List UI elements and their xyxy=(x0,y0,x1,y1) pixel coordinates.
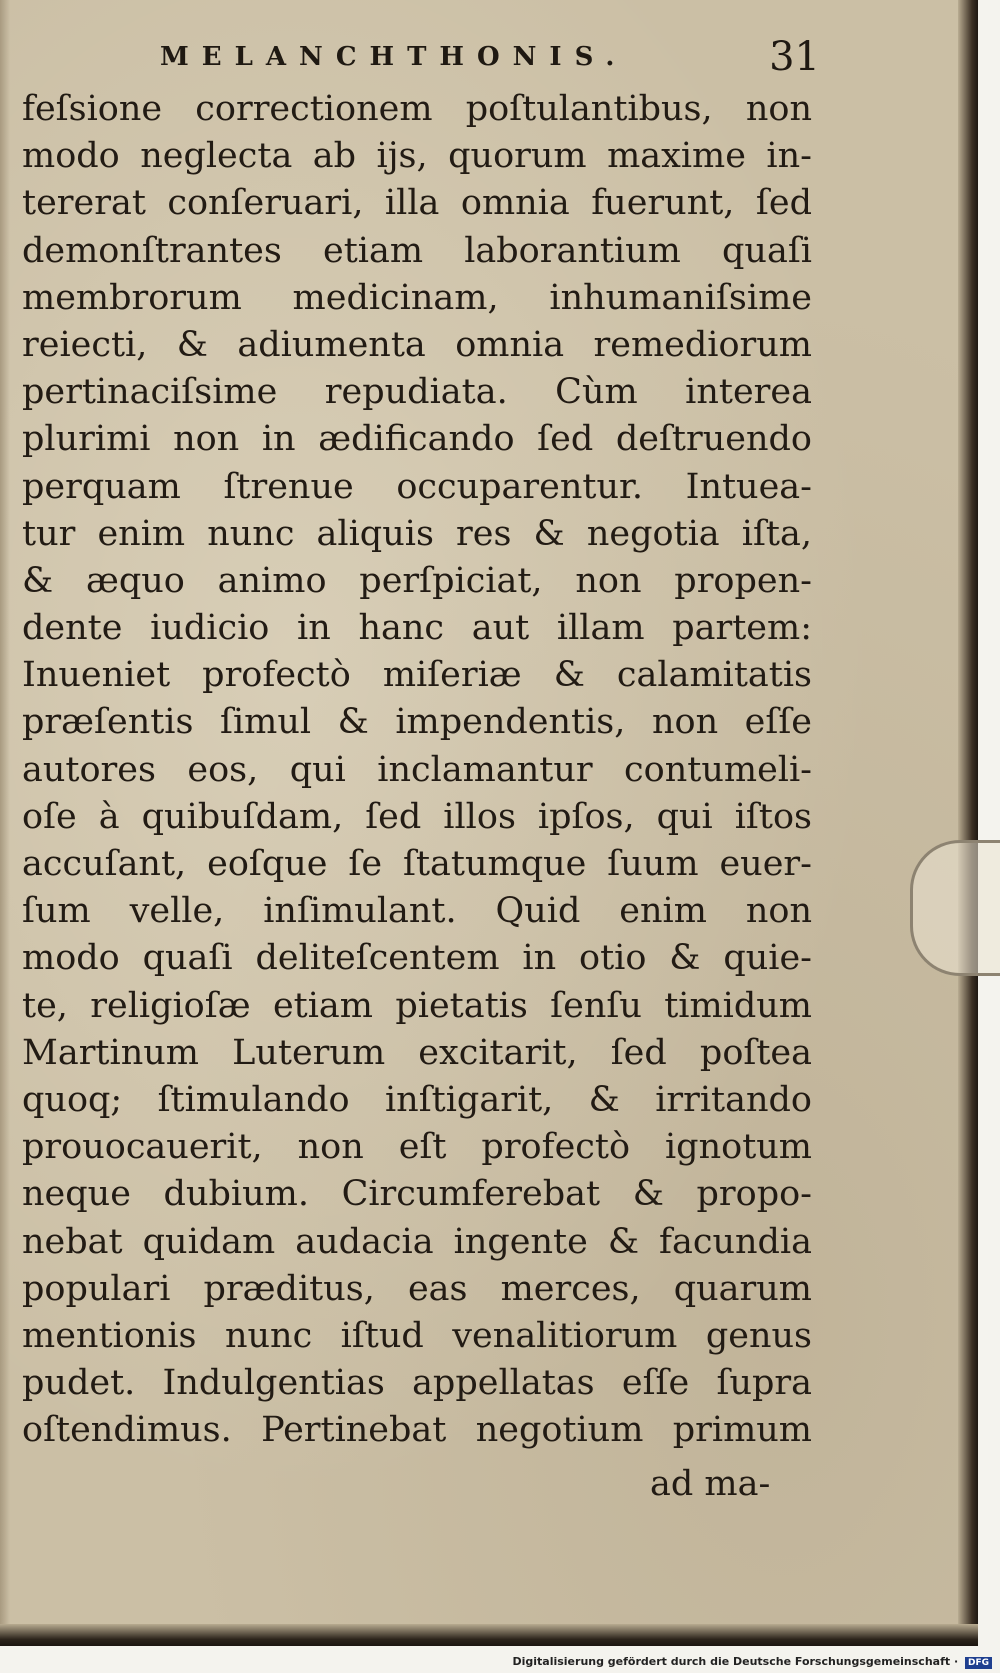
text-line: Inueniet profectò miſeriæ & calamitatis xyxy=(22,655,812,696)
text-line: tur enim nunc aliquis res & negotia iſta, xyxy=(22,513,812,554)
text-line: nebat quidam audacia ingente & facundia xyxy=(22,1221,812,1262)
text-line: membrorum medicinam, inhumaniſsime xyxy=(22,277,812,318)
dfg-logo: DFG xyxy=(965,1657,992,1669)
book-clasp xyxy=(910,840,1000,976)
text-line: demonſtrantes etiam laborantium quaſi xyxy=(22,230,812,271)
text-line: dente iudicio in hanc aut illam partem: xyxy=(22,608,812,649)
text-line: tererat conſeruari, illa omnia fuerunt, ſed xyxy=(22,183,812,224)
text-line: mentionis nunc iſtud venalitiorum genus xyxy=(22,1315,812,1356)
text-line: modo quaſi deliteſcentem in otio & quie- xyxy=(22,938,812,979)
text-line: neque dubium. Circumferebat & propo- xyxy=(22,1174,812,1215)
text-line: feſsione correctionem poſtulantibus, non xyxy=(22,89,812,129)
text-line: oſtendimus. Pertinebat negotium primum xyxy=(22,1410,812,1451)
digitization-credit xyxy=(512,1655,992,1669)
page-bottom-edge xyxy=(0,1624,978,1646)
text-line: reiecti, & adiumenta omnia remediorum xyxy=(22,324,812,365)
credit-text: Digitalisierung gefördert durch die Deutsche Forschungsgemeinschaft · xyxy=(512,1655,959,1668)
text-line: accuſant, eoſque ſe ſtatumque ſuum euer- xyxy=(22,844,812,884)
text-line: Martinum Luterum excitarit, ſed poſtea xyxy=(22,1032,812,1073)
page-header xyxy=(160,34,820,80)
text-line: prouocauerit, non eſt profectò ignotum xyxy=(22,1127,812,1168)
text-line: pertinaciſsime repudiata. Cùm interea xyxy=(22,372,812,413)
text-line: ſum velle, inſimulant. Quid enim non xyxy=(22,891,812,932)
text-line: populari præditus, eas merces, quarum xyxy=(22,1268,812,1309)
running-head: MELANCHTHONIS. xyxy=(160,42,628,72)
text-line: te, religioſæ etiam pietatis ſenſu timidum xyxy=(22,985,812,1026)
page-right-edge xyxy=(958,0,978,1646)
text-line: præſentis ſimul & impendentis, non eſſe xyxy=(22,702,812,743)
page-left-shadow xyxy=(0,0,10,1646)
catchword: ad ma- xyxy=(650,1464,771,1504)
text-line: plurimi non in ædificando ſed deſtruendo xyxy=(22,419,812,460)
body-text xyxy=(22,86,812,1454)
page-number: 31 xyxy=(769,34,820,80)
text-line: pudet. Indulgentias appellatas eſſe ſupra xyxy=(22,1363,812,1404)
text-line: modo neglecta ab ijs, quorum maxime in- xyxy=(22,136,812,177)
text-line: oſe à quibuſdam, ſed illos ipſos, qui iſtos xyxy=(22,796,812,837)
text-line: & æquo animo perſpiciat, non propen- xyxy=(22,560,812,601)
text-line: autores eos, qui inclamantur contumeli- xyxy=(22,749,812,790)
text-line: quoq; ſtimulando inſtigarit, & irritando xyxy=(22,1079,812,1120)
text-line: perquam ſtrenue occuparentur. Intuea- xyxy=(22,466,812,507)
